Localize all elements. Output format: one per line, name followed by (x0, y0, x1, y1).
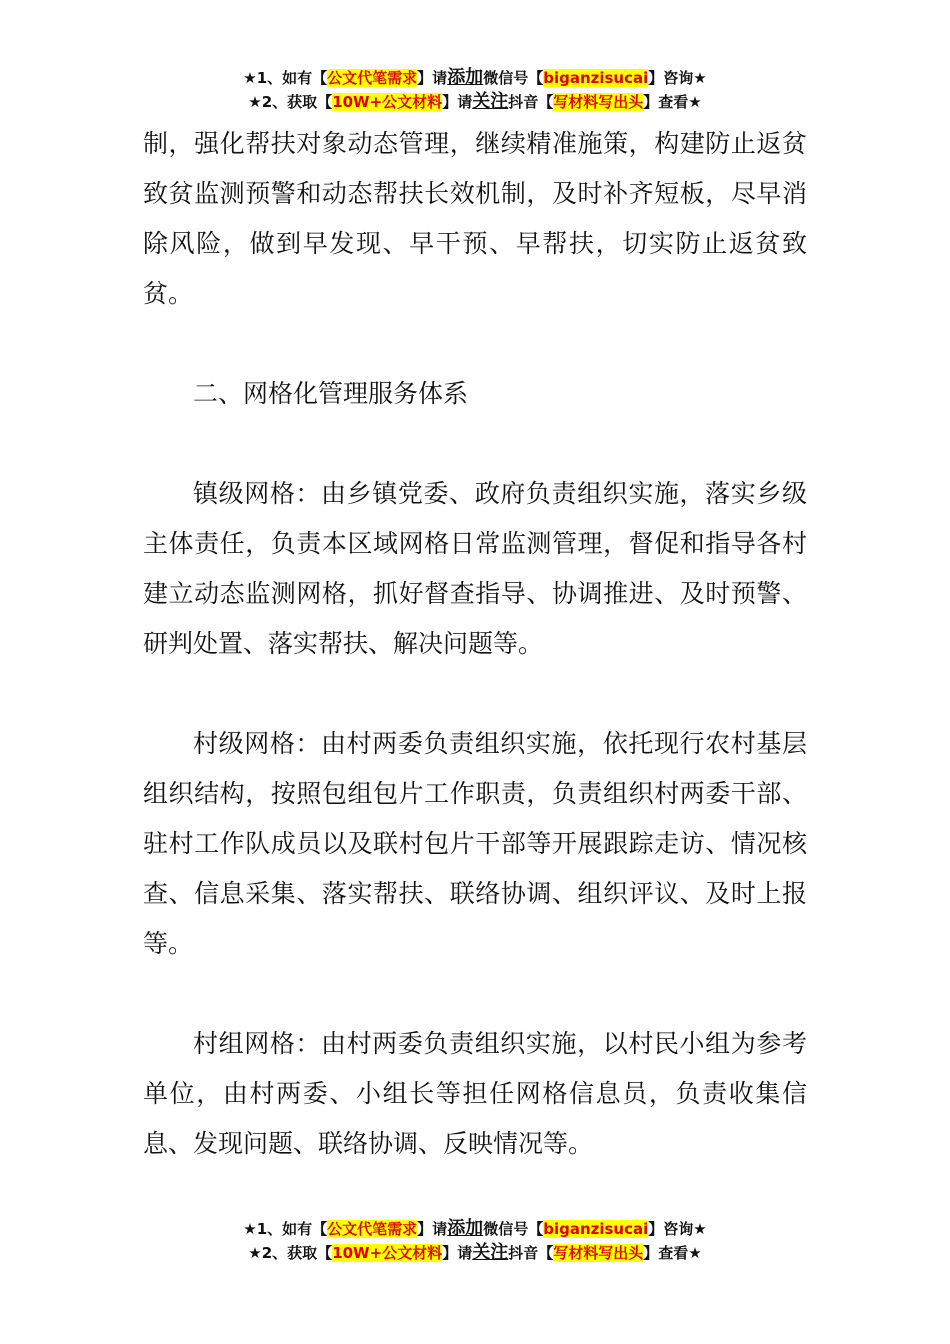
header-banner (0, 66, 950, 114)
banner-text: 微信号【 (483, 1220, 544, 1238)
banner-highlight: 10W+公文材料 (332, 93, 443, 111)
paragraph-town-grid: 镇级网格：由乡镇党委、政府负责组织实施，落实乡级主体责任，负责本区域网格日常监测管理，督促和指导各村建立动态监测网格，抓好督查指导、协调推进、及时预警、研判处置、落实帮扶、解决问题等。 (143, 479, 807, 658)
section-heading: 二、网格化管理服务体系 (193, 379, 469, 408)
banner-underlined: 添加 (447, 67, 484, 88)
paragraph-group-grid: 村组网格：由村两委负责组织实施，以村民小组为参考单位，由村两委、小组长等担任网格信息员，负责收集信息、发现问题、联络协调、反映情况等。 (143, 1029, 807, 1158)
banner-text: 抖音【 (508, 1244, 554, 1262)
banner-line-2 (0, 90, 950, 114)
banner-highlight: 公文代笔需求 (327, 1220, 418, 1238)
banner-text: 】请 (417, 1220, 448, 1238)
banner-douyin-id: 写材料写出头 (553, 93, 644, 111)
banner-underlined: 关注 (472, 91, 509, 112)
banner-text: 】请 (417, 69, 448, 87)
banner-text: ★1、如有【 (243, 1220, 328, 1238)
banner-underlined: 关注 (472, 1242, 509, 1263)
banner-highlight: 10W+公文材料 (332, 1244, 443, 1262)
banner-highlight: 公文代笔需求 (327, 69, 418, 87)
banner-text: 】查看★ (643, 93, 702, 111)
banner-text: 】查看★ (643, 1244, 702, 1262)
banner-text: 抖音【 (508, 93, 554, 111)
banner-text: ★2、获取【 (248, 93, 333, 111)
document-body (143, 119, 807, 1169)
banner-douyin-id: 写材料写出头 (553, 1244, 644, 1262)
banner-text: 】咨询★ (648, 1220, 707, 1238)
banner-wechat-id: biganzisucai (543, 1220, 649, 1238)
banner-text: ★2、获取【 (248, 1244, 333, 1262)
banner-line-2 (0, 1241, 950, 1265)
banner-text: 微信号【 (483, 69, 544, 87)
banner-wechat-id: biganzisucai (543, 69, 649, 87)
banner-text: 】咨询★ (648, 69, 707, 87)
footer-banner (0, 1217, 950, 1265)
paragraph-village-grid: 村级网格：由村两委负责组织实施，依托现行农村基层组织结构，按照包组包片工作职责，负责组织村两委干部、驻村工作队成员以及联村包片干部等开展跟踪走访、情况核查、信息采集、落实帮扶、联络协调、组织评议、及时上报等。 (143, 729, 807, 958)
banner-text: ★1、如有【 (243, 69, 328, 87)
banner-text: 】请 (442, 1244, 473, 1262)
banner-underlined: 添加 (447, 1218, 484, 1239)
banner-text: 】请 (442, 93, 473, 111)
banner-line-1 (0, 66, 950, 90)
paragraph-1: 制，强化帮扶对象动态管理，继续精准施策，构建防止返贫致贫监测预警和动态帮扶长效机制，及时补齐短板，尽早消除风险，做到早发现、早干预、早帮扶，切实防止返贫致贫。 (143, 129, 807, 308)
banner-line-1 (0, 1217, 950, 1241)
